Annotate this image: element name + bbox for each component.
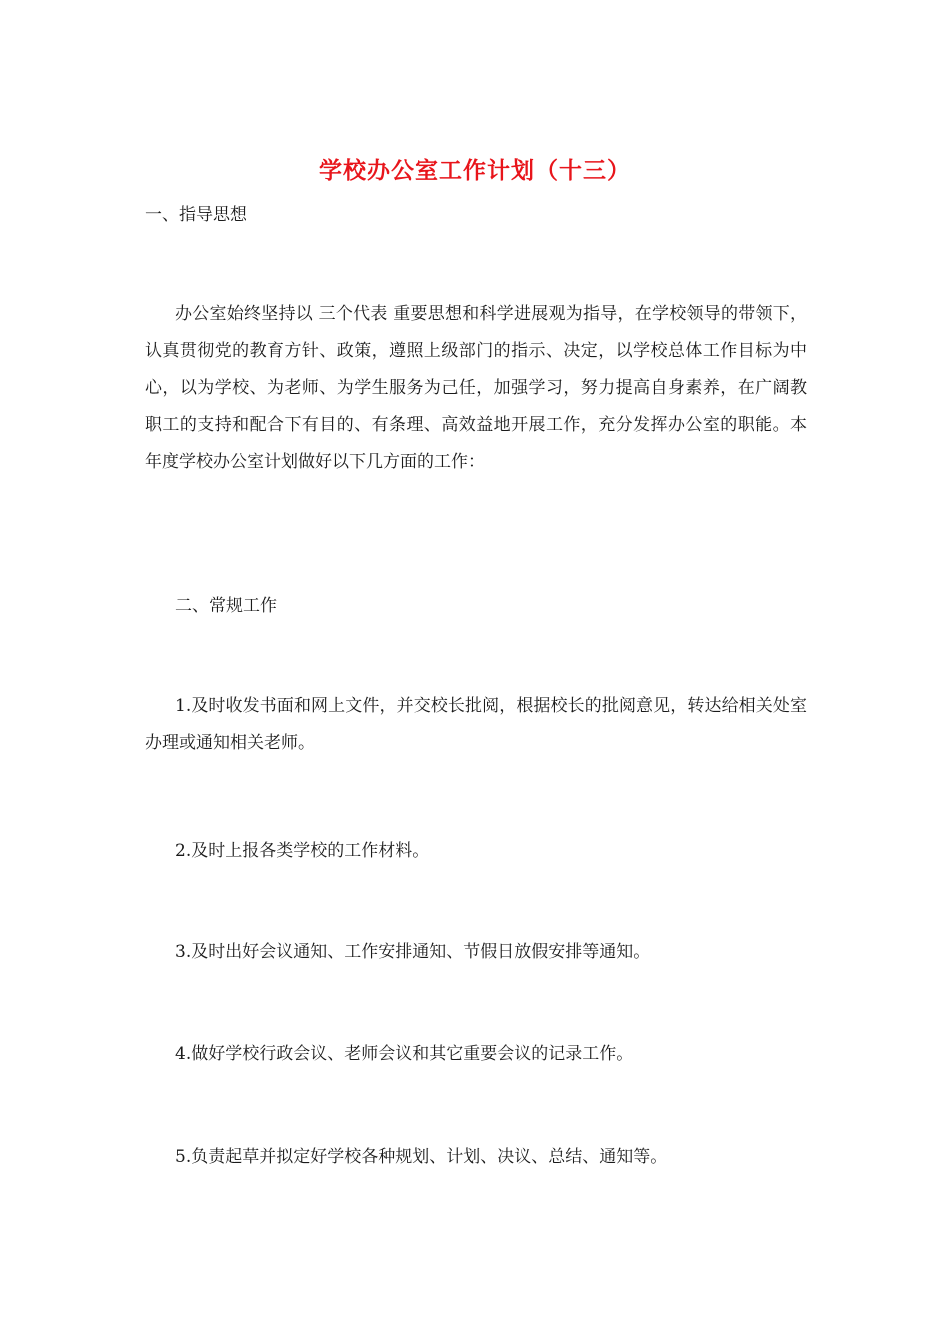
list-item: 3.及时出好会议通知、工作安排通知、节假日放假安排等通知。 xyxy=(175,942,651,962)
document-title: 学校办公室工作计划（十三） xyxy=(319,158,631,184)
section-heading-routine-work: 二、常规工作 xyxy=(175,596,277,616)
list-item: 4.做好学校行政会议、老师会议和其它重要会议的记录工作。 xyxy=(175,1044,634,1064)
list-item: 2.及时上报各类学校的工作材料。 xyxy=(175,841,430,861)
list-item: 5.负责起草并拟定好学校各种规划、计划、决议、总结、通知等。 xyxy=(175,1147,668,1167)
section-heading-guiding-thought: 一、指导思想 xyxy=(145,205,247,225)
list-item: 1.及时收发书面和网上文件，并交校长批阅，根据校长的批阅意见，转达给相关处室办理或通知相关老师。 xyxy=(145,696,807,753)
intro-paragraph: 办公室始终坚持以 三个代表 重要思想和科学进展观为指导，在学校领导的带领下，认真贯彻党的教育方针、政策，遵照上级部门的指示、决定，以学校总体工作目标为中心，以为学校、为老师、为学生服务为己任，加强学习，努力提高自身素养，在广阔教职工的支持和配合下有目的、有条理、高效益地开展工作，充分发挥办公室的职能。本年度学校办公室计划做好以下几方面的工作： xyxy=(145,304,807,472)
